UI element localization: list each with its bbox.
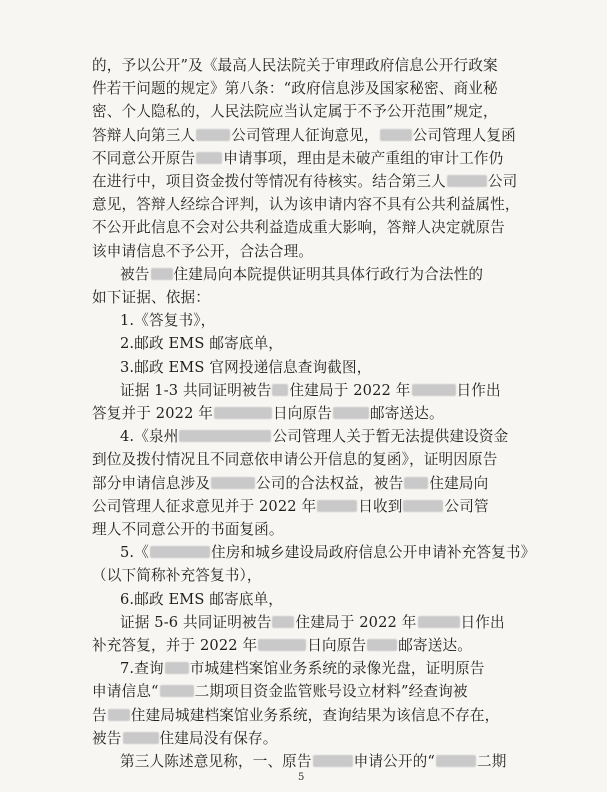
redaction-blur [412,384,456,396]
text-segment: 密、个人隐私的，人民法院应当认定属于不予公开范围”规定， [92,103,498,121]
text-segment: 的，予以公开”及《最高人民法院关于审理政府信息公开行政案 [92,57,498,74]
text-segment: 住房和城乡建设局政府信息公开申请补充答复书》 [210,544,536,562]
text-line [92,288,210,308]
text-segment: 二期 [477,753,507,770]
text-line [120,381,501,401]
redaction-blur [108,709,130,721]
text-segment: 申请信息“ [92,683,159,701]
redaction-blur [165,662,189,674]
text-segment: 理人不同意公开的书面复函。 [92,521,284,538]
redaction-blur [151,268,173,280]
text-segment: 意见，答辩人经综合评判，认为该申请内容不具有公共利益属性， [92,196,520,214]
text-segment: 被告 [120,265,150,283]
text-line [92,729,277,749]
redaction-blur [160,685,194,697]
text-line [92,520,284,540]
text-segment: （以下简称补充答复书）， [92,567,262,585]
redaction-blur [214,407,272,419]
text-line [92,566,262,586]
text-line [92,195,520,215]
text-line [92,172,517,192]
text-segment: 日向原告 [273,405,333,422]
redaction-blur [317,500,357,512]
text-segment: 公司管 [444,497,489,515]
text-line [120,427,508,447]
text-segment: 申请事项，理由是未破产重组的审计工作仍 [223,149,504,167]
text-segment: 到位及拨付情况且不同意依申请公开信息的复函》，证明因原告 [92,451,498,469]
text-segment: 不公开此信息不会对公共利益造成重大影响，答辩人决定就原告 [92,219,505,237]
text-line [120,752,507,772]
text-segment: 日作出 [460,613,505,631]
text-line [92,682,468,702]
text-segment: 证据 1-3 共同证明被告 [120,381,272,399]
text-segment: 公司 [487,173,518,190]
redaction-blur [258,639,306,651]
text-segment: 告 [92,706,107,724]
text-line [92,474,488,494]
text-line [92,242,313,262]
text-segment: 补充答复，并于 2022 年 [92,637,258,654]
text-segment: 4.《泉州 [120,428,179,446]
text-line [120,311,215,331]
text-segment: 二期项目资金监管账号设立材料”经查询被 [194,683,468,701]
text-segment: 住建局城建档案馆业务系统，查询结果为该信息不存在， [130,706,500,724]
text-line [92,126,516,146]
text-segment: 如下证据、依据： [92,289,210,306]
text-segment: 不同意公开原告 [92,149,196,167]
text-line [92,218,505,238]
text-segment: 日向原告 [307,637,367,654]
redaction-blur [447,175,487,187]
redaction-blur [123,732,159,744]
text-line [120,613,505,633]
redaction-blur [150,546,210,558]
redaction-blur [196,152,222,164]
text-line [92,450,498,470]
text-line [120,358,372,378]
text-segment: 在进行中，项目资金拨付等情况有待核实。结合第三人 [92,173,446,190]
redaction-blur [367,639,397,651]
text-segment: 3.邮政 EMS 官网投递信息查询截图， [120,358,372,376]
text-segment: 6.邮政 EMS 邮寄底单， [120,590,284,608]
text-line [92,497,489,517]
text-segment: 邮寄送达。 [398,637,472,654]
text-segment: 住建局向本院提供证明其具体行政行为合法性的 [173,265,484,283]
page-number: 5 [298,772,305,783]
redaction-blur [211,477,255,489]
text-line [92,79,498,99]
text-segment: 5.《 [120,544,149,562]
text-line [120,659,485,679]
text-segment: 公司的合法权益，被告 [255,474,404,492]
text-segment: 住建局向 [429,474,489,492]
text-line [92,102,498,122]
text-line [92,706,499,726]
redaction-blur [404,477,428,489]
text-segment: 日收到 [358,497,403,515]
redaction-blur [403,500,443,512]
text-segment: 住建局于 2022 年 [289,381,411,399]
redaction-blur [272,384,288,396]
text-segment: 1.《答复书》， [120,312,216,330]
text-segment: 该申请信息不予公开，合法合理。 [92,242,314,260]
text-segment: 申请公开的“ [353,753,436,770]
redaction-blur [380,129,412,141]
text-line [92,56,498,76]
text-segment: 证据 5-6 共同证明被告 [120,613,272,631]
text-segment: 邮寄送达。 [370,405,444,422]
redaction-blur [179,430,271,442]
redaction-blur [436,755,476,767]
text-segment: 住建局于 2022 年 [295,613,417,631]
text-segment: 件若干问题的规定》第八条：“政府信息涉及国家秘密、商业秘 [92,80,498,98]
text-line [120,334,283,354]
text-segment: 2.邮政 EMS 邮寄底单， [120,335,284,353]
text-segment: 市城建档案馆业务系统的录像光盘，证明原告 [189,660,485,678]
redaction-blur [313,755,353,767]
text-segment: 住建局没有保存。 [159,729,278,747]
text-line [120,590,283,610]
text-segment: 第三人陈述意见称，一、原告 [120,753,312,770]
text-segment: 公司管理人征求意见并于 2022 年 [92,497,317,515]
text-line [120,543,535,563]
text-segment: 日作出 [456,381,501,399]
text-segment: 公司管理人关于暂无法提供建设资金 [272,428,509,446]
text-segment: 7.查询 [120,660,164,678]
text-line [92,636,472,656]
text-line [92,149,503,169]
text-segment: 被告 [92,729,122,747]
text-segment: 答辩人向第三人 [92,126,196,144]
text-segment: 答复并于 2022 年 [92,405,214,422]
redaction-blur [418,616,460,628]
text-segment: 公司管理人复函 [412,126,516,144]
text-segment: 公司管理人征询意见， [231,126,379,144]
redaction-blur [196,129,230,141]
text-line [92,404,444,424]
redaction-blur [333,407,369,419]
redaction-blur [272,616,294,628]
text-line [120,265,483,285]
text-segment: 部分申请信息涉及 [92,474,210,492]
